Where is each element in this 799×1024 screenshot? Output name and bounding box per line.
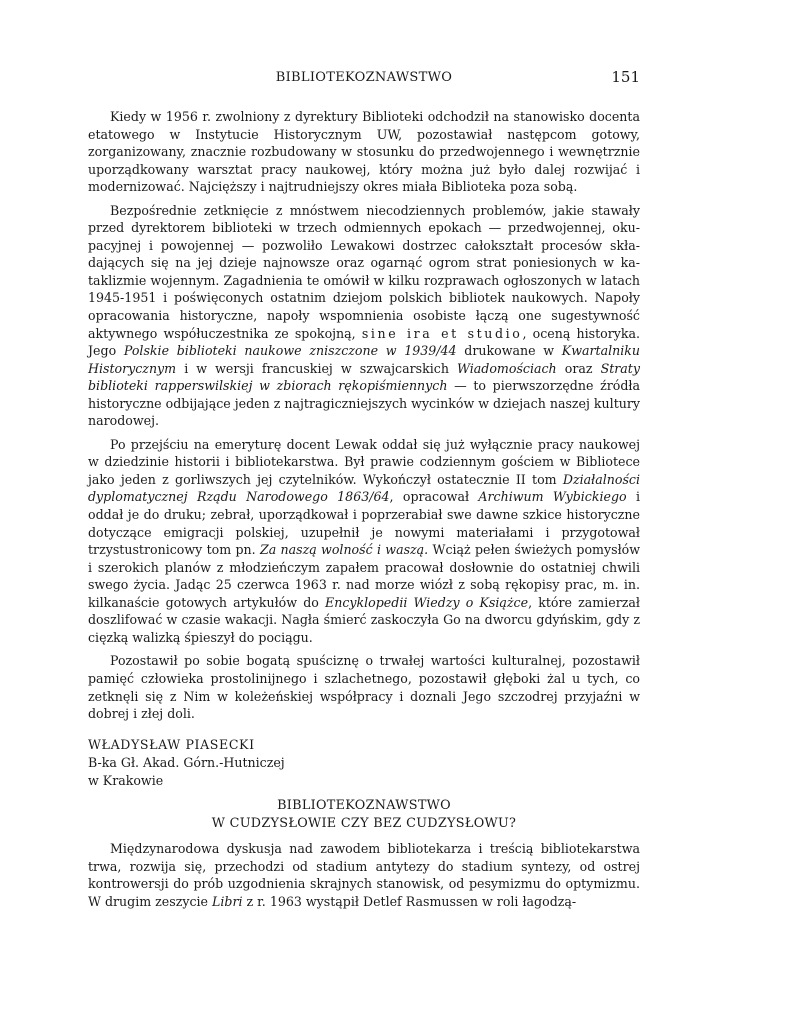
text-run: i oddał je do druku; zebrał, uporządkował i poprzerabiał swe dawne szkice historyczne dotyczące emigracji polskiej, uzupełnił je nowymi materiałami i przygotował trzystustronicowy tom pn. bbox=[88, 489, 640, 558]
text-run: Po przejściu na emeryturę docent Lewak oddał się już wyłącznie pracy naukowej w dziedzinie historii i bibliotekarstwa. Był prawie codziennym gościem w Bibliotece jako jeden z gorliwszych jej czytelników. Wykończył ostatecznie II tom bbox=[88, 436, 640, 487]
section-heading-line-2: W CUDZYSŁOWIE CZY BEZ CUDZYSŁOWU? bbox=[211, 815, 517, 831]
text-run: Wciąż pełen świeżych pomysłów i szerokich planów z młodzieńczym zapałem pracował dosłownie do ostatniej chwili swego życia. Jadąc 25 czerwca 1963 r. nad morze wiózł z sobą rękopisy prac, m. in. kilkanaście gotowych artykułów do bbox=[88, 542, 641, 610]
italic-title: Encyklopedii Wiedzy o Książce bbox=[325, 594, 529, 610]
text-run: Pozostawił po sobie bogatą spuściznę o trwałej wartości kulturalnej, pozostawił pamięć człowieka prostolinijnego i szlachetnego, pozostawił głęboki żal u tych, co zetknęli się z Nim w koleżeńskiej współpracy i doznali Jego szczodrej przyjaźni w dobrej i złej doli. bbox=[88, 653, 640, 722]
body-text bbox=[88, 108, 640, 723]
section-heading bbox=[88, 797, 640, 832]
text-run: Międzynarodowa dyskusja nad zawodem bibliotekarza i treścią bibliotekarstwa trwa, rozwija się, przechodzi od stadium antytezy do stadium syntezy, od ostrej kontrowersji do prób uzgodnienia skrajnych stanowisk, od pesymizmu do optymizmu. W drugim zeszycie bbox=[88, 841, 640, 909]
section-body-text bbox=[88, 840, 640, 910]
italic-title: Działalności dyplomatycznej Rządu Narodowego 1863/64 bbox=[88, 471, 640, 505]
paragraph bbox=[88, 202, 640, 430]
paragraph bbox=[88, 436, 640, 647]
text-run: drukowane w bbox=[456, 343, 562, 359]
page-number: 151 bbox=[611, 68, 640, 86]
italic-title: Polskie biblioteki naukowe zniszczone w 1939/44 bbox=[123, 343, 457, 359]
running-head bbox=[88, 70, 640, 92]
italic-title: Libri bbox=[212, 893, 243, 909]
paragraph bbox=[88, 108, 640, 196]
running-title: BIBLIOTEKOZNAWSTWO bbox=[275, 70, 453, 85]
text-run: — to pierwszorzędne źródła historyczne odbijające jeden z najtragiczniejszych wycinków w dziejach naszej kultury narodowej. bbox=[88, 378, 640, 429]
italic-title: Archiwum Wybickiego bbox=[478, 489, 627, 505]
author-signature bbox=[88, 736, 388, 789]
text-run: , które zamierzał doszlifować w czasie wakacji. Nagła śmierć zaskoczyła Go na dworcu gdyńskim, gdy z cięzką walizką śpieszył do pociągu. bbox=[88, 594, 640, 645]
text-run: z r. 1963 wystąpił Detlef Rasmussen w roli łagodzą- bbox=[242, 893, 577, 909]
text-run: , oceną historyka. Jego bbox=[88, 325, 640, 359]
italic-title: Wiadomościach bbox=[457, 360, 557, 376]
text-run: oraz bbox=[556, 360, 601, 376]
text-run: i w wersji francuskiej w szwajcarskich bbox=[176, 360, 458, 376]
author-city: w Krakowie bbox=[88, 772, 164, 788]
paragraph bbox=[88, 652, 640, 722]
italic-title: Za naszą wolność i waszą. bbox=[259, 542, 429, 558]
section-heading-line-1: BIBLIOTEKOZNAWSTWO bbox=[277, 798, 451, 813]
text-run: Kiedy w 1956 r. zwolniony z dyrektury Biblioteki odchodził na stanowisko docenta etatowego w Instytucie Historycznym UW, pozostawiał następcom gotowy, zorganizowany, znacznie rozbudowany w stosunku do przedwojennego i wewnętrznie uporządkowany warsztat pracy naukowej, który można już było dalej rozwijać i modernizować. Najcięższy i najtrudniejszy okres miała Biblioteka poza sobą. bbox=[88, 109, 640, 195]
text-run: Bezpośrednie zetknięcie z mnóstwem niecodziennych problemów, jakie stawały przed dyrektorem biblioteki w trzech odmiennych epokach — przedwojennej, okupacyjnej i powojennej — pozwoliło Lewakowi dostrzec całokształt procesów składających się na jej dzieje najnowsze oraz ogarnąć ogrom strat poniesionych w kataklizmie wojennym. Zagadnienia te omówił w kilku rozprawach ogłoszonych w latach 1945-1951 i poświęconych ostatnim dziejom polskich bibliotek naukowych. Napoły opracowania historyczne, napoły wspomnienia osobiste łączą one sugestywność aktywnego współuczestnika ze spokojną, bbox=[88, 202, 640, 341]
italic-title: Straty biblioteki rapperswilskiej w zbiorach rękopiśmiennych bbox=[88, 360, 640, 394]
spaced-phrase: sine ira et studio bbox=[361, 325, 523, 341]
text-run: , opracował bbox=[389, 489, 479, 505]
author-name: WŁADYSŁAW PIASECKI bbox=[88, 737, 255, 752]
author-affiliation: B-ka Gł. Akad. Górn.-Hutniczej bbox=[88, 754, 285, 770]
italic-title: Kwartalniku Historycznym bbox=[88, 343, 640, 376]
paragraph bbox=[88, 840, 640, 910]
